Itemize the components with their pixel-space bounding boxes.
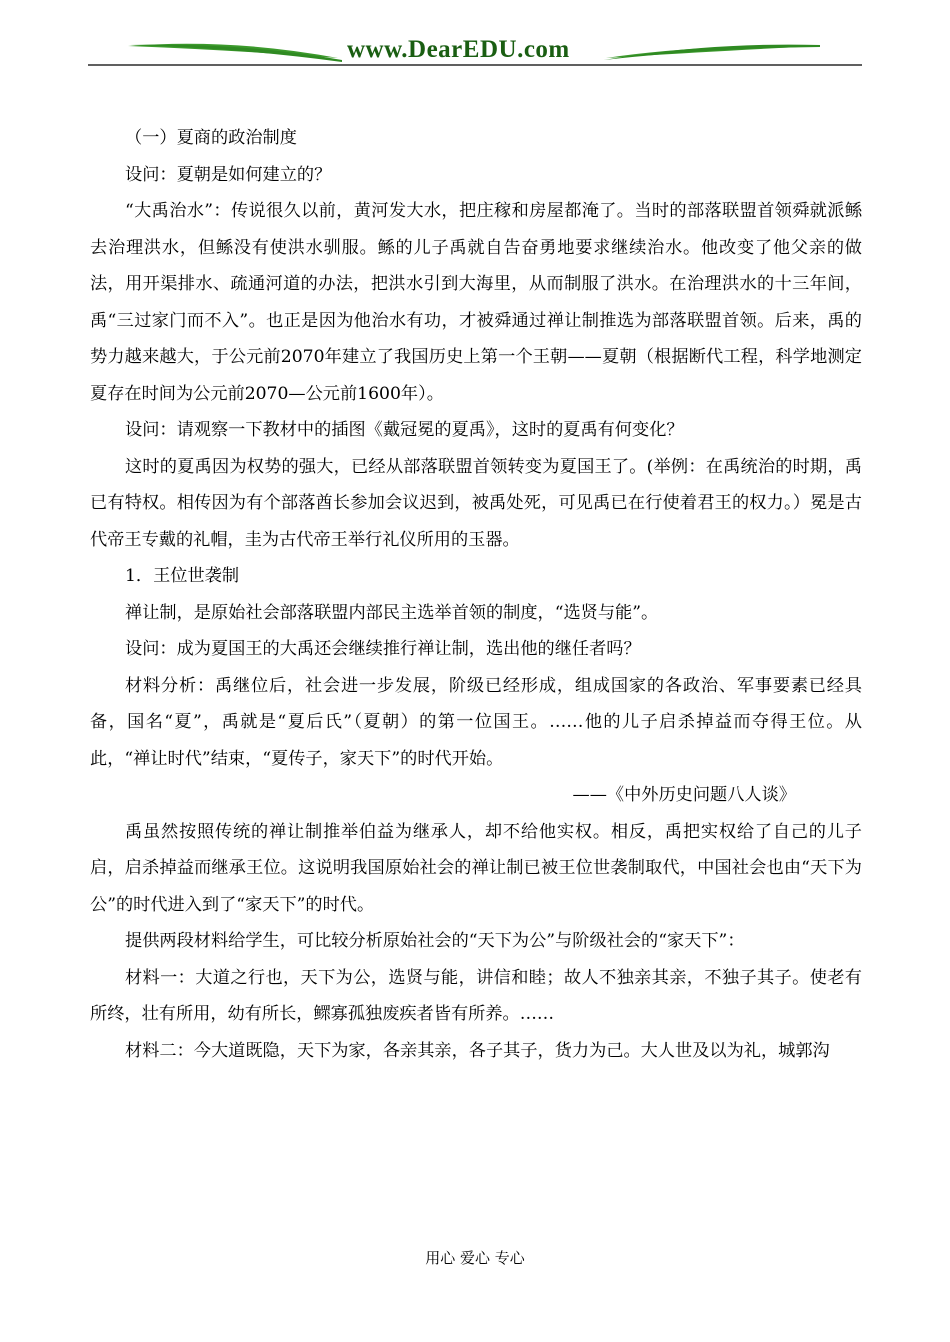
body-paragraph: 禹虽然按照传统的禅让制推举伯益为继承人，却不给他实权。相反，禹把实权给了自己的儿子启，启杀掉益而继承王位。这说明我国原始社会的禅让制已被王位世袭制取代，中国社会也由“天下为公”的时代进入到了“家天下”的时代。 (90, 821, 862, 915)
source-citation: ——《中外历史问题八人谈》 (572, 785, 796, 805)
page-footer: 用心 爱心 专心 (425, 1249, 525, 1267)
story-paragraph: “大禹治水”：传说很久以前，黄河发大水，把庄稼和房屋都淹了。当时的部落联盟首领舜就派鲧去治理洪水，但鲧没有使洪水驯服。鲧的儿子禹就自告奋勇地要求继续治水。他改变了他父亲的做法，用开渠排水、疏通河道的办法，把洪水引到大海里，从而制服了洪水。在治理洪水的十三年间，禹“三过家门而不入”。也正是因为他治水有功，才被舜通过禅让制推选为部落联盟首领。后来，禹的势力越来越大，于公元前2070年建立了我国历史上第一个王朝——夏朝（根据断代工程，科学地测定夏存在时间为公元前2070—公元前1600年）。 (90, 201, 862, 404)
material-paragraph: 材料一：大道之行也，天下为公，选贤与能，讲信和睦；故人不独亲其亲，不独子其子。使老有所终，壮有所用，幼有所长，鳏寡孤独废疾者皆有所养。…… (90, 967, 862, 1024)
body-paragraph: 禅让制，是原始社会部落联盟内部民主选举首领的制度，“选贤与能”。 (125, 602, 659, 623)
subsection-heading: 1．王位世袭制 (125, 566, 240, 586)
question-paragraph: 设问：夏朝是如何建立的？ (125, 164, 332, 185)
question-paragraph: 设问：请观察一下教材中的插图《戴冠冕的夏禹》，这时的夏禹有何变化？ (125, 420, 684, 440)
material-paragraph: 材料二：今大道既隐，天下为家，各亲其亲，各子其子，货力为己。大人世及以为礼，城郭沟 (125, 1040, 830, 1061)
body-paragraph: 这时的夏禹因为权势的强大，已经从部落联盟首领转变为夏国王了。(举例：在禹统治的时期，禹已有特权。相传因为有个部落酋长参加会议迟到，被禹处死，可见禹已在行使着君王的权力。）冕是古代帝王专戴的礼帽，圭为古代帝王举行礼仪所用的玉器。 (90, 456, 862, 550)
body-paragraph: 提供两段材料给学生，可比较分析原始社会的“天下为公”与阶级社会的“家天下”： (125, 931, 745, 951)
section-heading: （一）夏商的政治制度 (125, 128, 297, 148)
page-header (0, 0, 950, 75)
question-paragraph: 设问：成为夏国王的大禹还会继续推行禅让制，选出他的继任者吗？ (125, 639, 641, 659)
material-paragraph: 材料分析：禹继位后，社会进一步发展，阶级已经形成，组成国家的各政治、军事要素已经具备，国名“夏”，禹就是“夏后氏”（夏朝）的第一位国王。……他的儿子启杀掉益而夺得王位。从此，“禅让时代”结束，“夏传子，家天下”的时代开始。 (90, 675, 862, 769)
document-body (90, 120, 862, 1069)
site-logo: www.DearEDU.com (343, 36, 574, 64)
